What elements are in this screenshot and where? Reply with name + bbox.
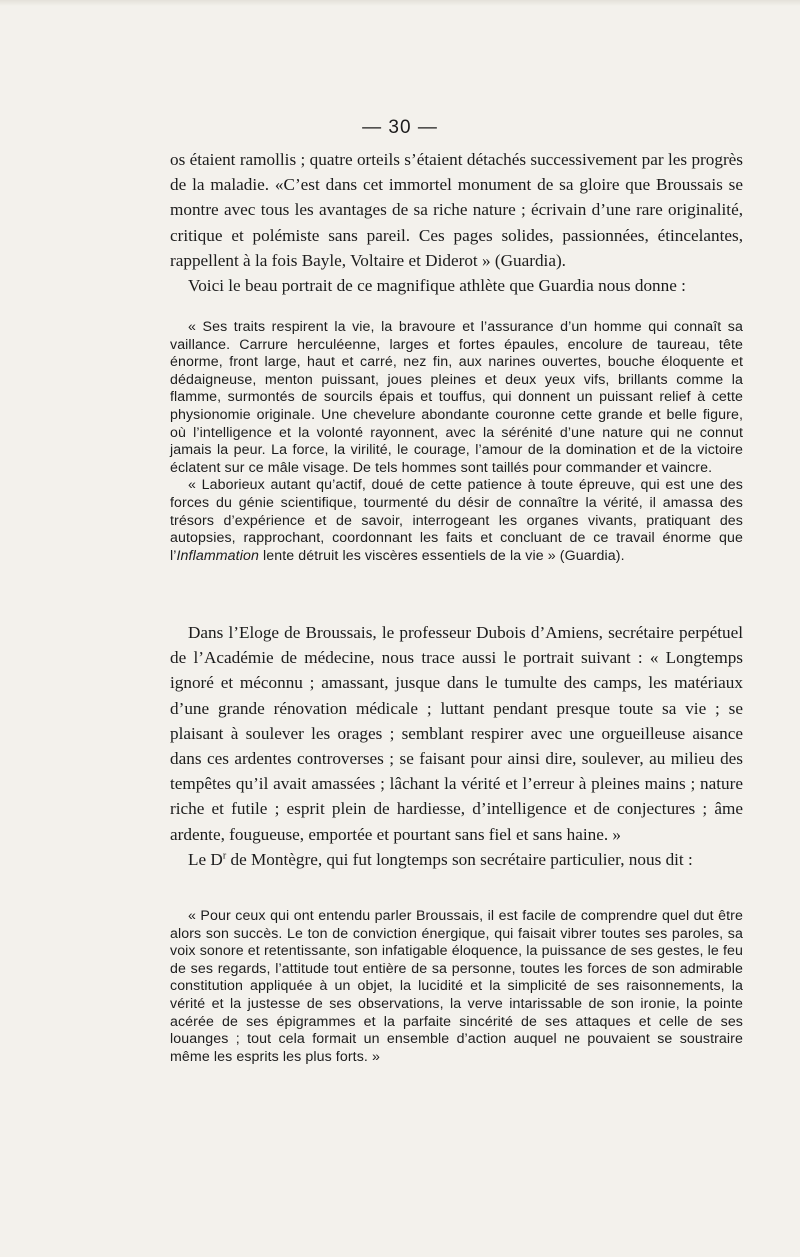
quote-broussais-eloquence: « Pour ceux qui ont entendu parler Broussais, il est facile de comprendre quel dut être alors son succès. Le ton de conviction énergique, qui faisait vibrer toutes ses paroles, sa voix sonore et retentissante, son infatigable éloquence, la puissance de ses gestes, le feu de ses regards, l’attitude tout entière de sa personne, toutes les forces de son admirable constitution appliquée à un objet, la lucidité et la simplicité de ses raisonnements, la vérité et la justesse de ses observations, la verve intarissable de son ironie, la pointe acérée de ses épigrammes et la parfaite sincérité de ses attaques et celle de ses louanges ; tout cela formait un ensemble d’action auquel ne pouvaient se soustraire même les esprits les plus forts. » [170, 908, 743, 1065]
opening-paragraphs [170, 147, 743, 298]
guardia-quotation [170, 319, 743, 565]
middle-paragraphs [170, 620, 743, 872]
quote-portrait-description: « Ses traits respirent la vie, la bravoure et l’assurance d’un homme qui connaît sa vaillance. Carrure herculéenne, larges et fortes épaules, encolure de taureau, tête énorme, front large, haut et carré, nez fin, aux narines ouvertes, bouche éloquente et dédaigneuse, menton puissant, joues pleines et deux yeux vifs, brillants comme la flamme, surmontés de sourcils épais et touffus, qui donnent un puissant relief à cette physionomie originale. Une chevelure abondante couronne cette grande et belle figure, où l’intelligence et la volonté rayonnent, avec la sérénité d’une nature qui ne connut jamais la peur. La force, la virilité, le courage, l’amour de la domination et de la victoire éclatent sur ce mâle visage. De tels hommes sont taillés pour commander et vaincre. [170, 319, 743, 476]
paragraph-montegre-intro [170, 847, 743, 872]
paragraph-dubois-eloge: Dans l’Eloge de Broussais, le professeur Dubois d’Amiens, secrétaire perpétuel de l’Académie de médecine, nous trace aussi le portrait suivant : « Longtemps ignoré et méconnu ; amassant, jusque dans le tumulte des camps, les matériaux d’une grande rénovation médicale ; luttant pendant presque toute sa vie ; se plaisant à soulever les orages ; semblant respirer avec une orgueilleuse aisance dans ces ardentes controverses ; se faisant pour ainsi dire, soulever, au milieu des tempêtes qu’il avait amassées ; lâchant la vérité et l’erreur à pleines mains ; nature riche et futile ; esprit plein de hardiesse, d’intelligence et de conjectures ; âme ardente, fougueuse, emportée et pourtant sans fiel et sans haine. » [170, 623, 743, 844]
scan-edge-shadow [0, 0, 800, 6]
paragraph-text-part: de Montègre, qui fut longtemps son secrétaire particulier, nous dit : [226, 849, 693, 869]
quote-laborious-character [170, 477, 743, 565]
montegre-quotation [170, 908, 743, 1066]
paragraph-portrait-intro: Voici le beau portrait de ce magnifique athlète que Guardia nous donne : [188, 276, 686, 296]
italic-term-inflammation: Inflammation [176, 547, 259, 564]
quote-text-part: lente détruit les viscères essentiels de la vie » (Guardia). [258, 547, 625, 564]
paragraph-continuation: os étaient ramollis ; quatre orteils s’étaient détachés successivement par les progrès de la maladie. «C’est dans cet immortel monument de sa gloire que Broussais se montre avec tous les avantages de sa riche nature ; écrivain d’une rare originalité, critique et polémiste sans pareil. Ces pages solides, passionnées, étincelantes, rappellent à la fois Bayle, Voltaire et Diderot » (Guardia). [170, 150, 743, 270]
paragraph-text-part: Le D [188, 849, 223, 869]
quote-text-part: « Laborieux autant qu’actif, doué de cette patience à toute épreuve, qui est une des forces du génie scientifique, tourmenté du désir de connaître la vérité, il amassa des trésors d’expérience et de savoir, interrogeant les organes vivants, pratiquant des autopsies, rapprochant, coordonnant les faits et concluant de ce travail énorme que [170, 477, 743, 547]
superscript-r: r [222, 850, 227, 862]
page-number: — 30 — [362, 117, 438, 138]
quote-text-part: l’ [170, 547, 177, 564]
